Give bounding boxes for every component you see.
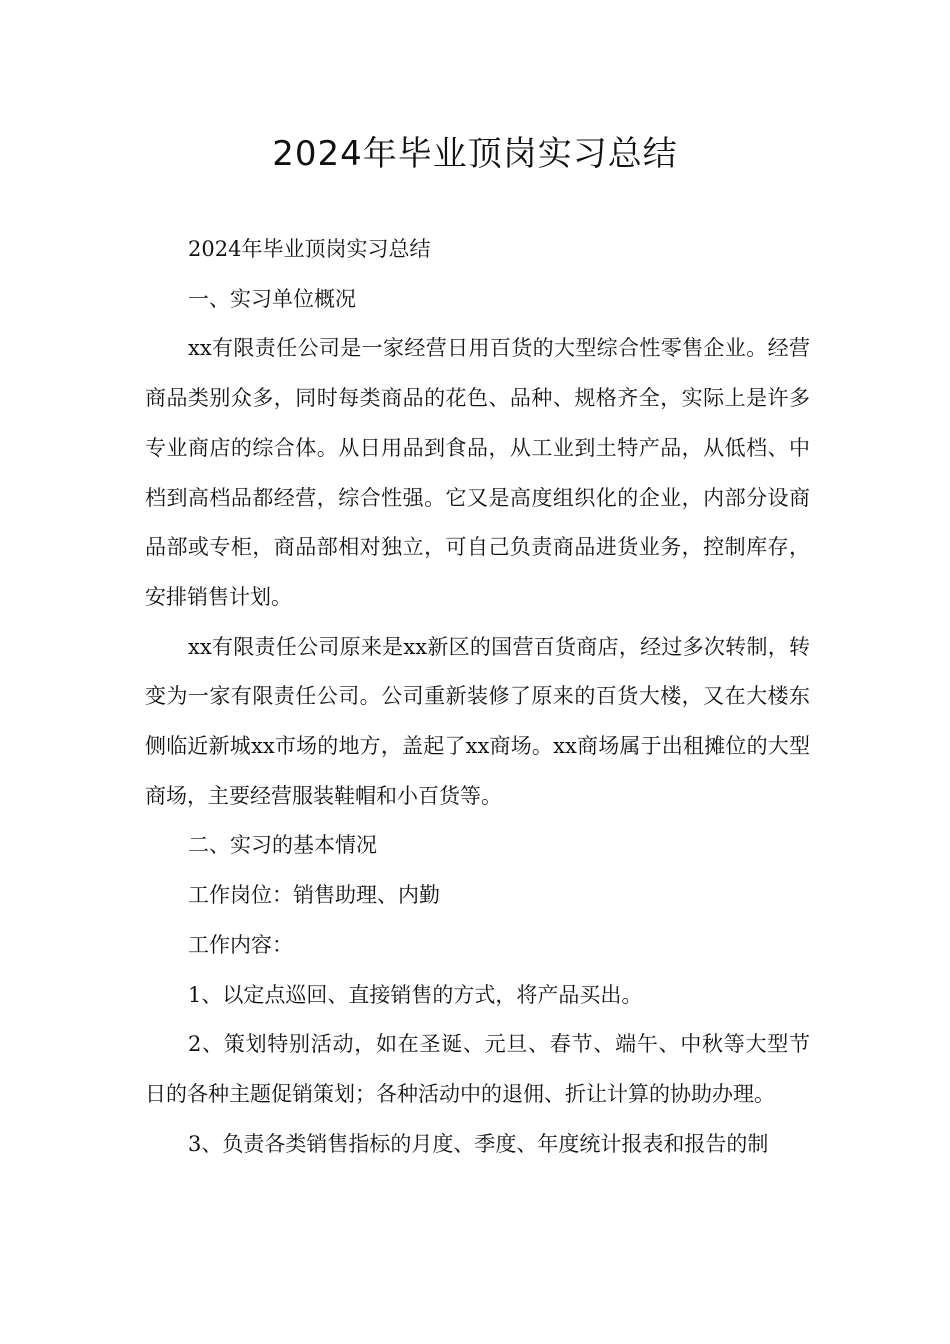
list-item: 1、以定点巡回、直接销售的方式，将产品买出。 xyxy=(188,982,643,1007)
section-heading-1: 一、实习单位概况 xyxy=(188,286,356,311)
body-paragraph: 工作内容： xyxy=(188,932,293,957)
list-item: 3、负责各类销售指标的月度、季度、年度统计报表和报告的制 xyxy=(188,1131,769,1156)
list-item: 2、策划特别活动，如在圣诞、元旦、春节、端午、中秋等大型节日的各种主题促销策划；各种活动中的退佣、折让计算的协助办理。 xyxy=(145,1032,810,1106)
body-paragraph: 工作岗位：销售助理、内勤 xyxy=(188,883,440,908)
subtitle-paragraph: 2024年毕业顶岗实习总结 xyxy=(188,237,431,261)
body-paragraph: xx有限责任公司原来是xx新区的国营百货商店，经过多次转制，转变为一家有限责任公司。公司重新装修了原来的百货大楼，又在大楼东侧临近新城xx市场的地方，盖起了xx商场。xx商场属于出租摊位的大型商场，主要经营服装鞋帽和小百货等。 xyxy=(145,634,810,808)
document-body xyxy=(145,225,810,1169)
section-heading-2: 二、实习的基本情况 xyxy=(188,833,377,858)
document-title: 2024年毕业顶岗实习总结 xyxy=(272,134,678,174)
body-paragraph: xx有限责任公司是一家经营日用百货的大型综合性零售企业。经营商品类别众多，同时每类商品的花色、品种、规格齐全，实际上是许多专业商店的综合体。从日用品到食品，从工业到土特产品，从低档、中档到高档品都经营，综合性强。它又是高度组织化的企业，内部分设商品部或专柜，商品部相对独立，可自己负责商品进货业务，控制库存，安排销售计划。 xyxy=(145,336,810,609)
